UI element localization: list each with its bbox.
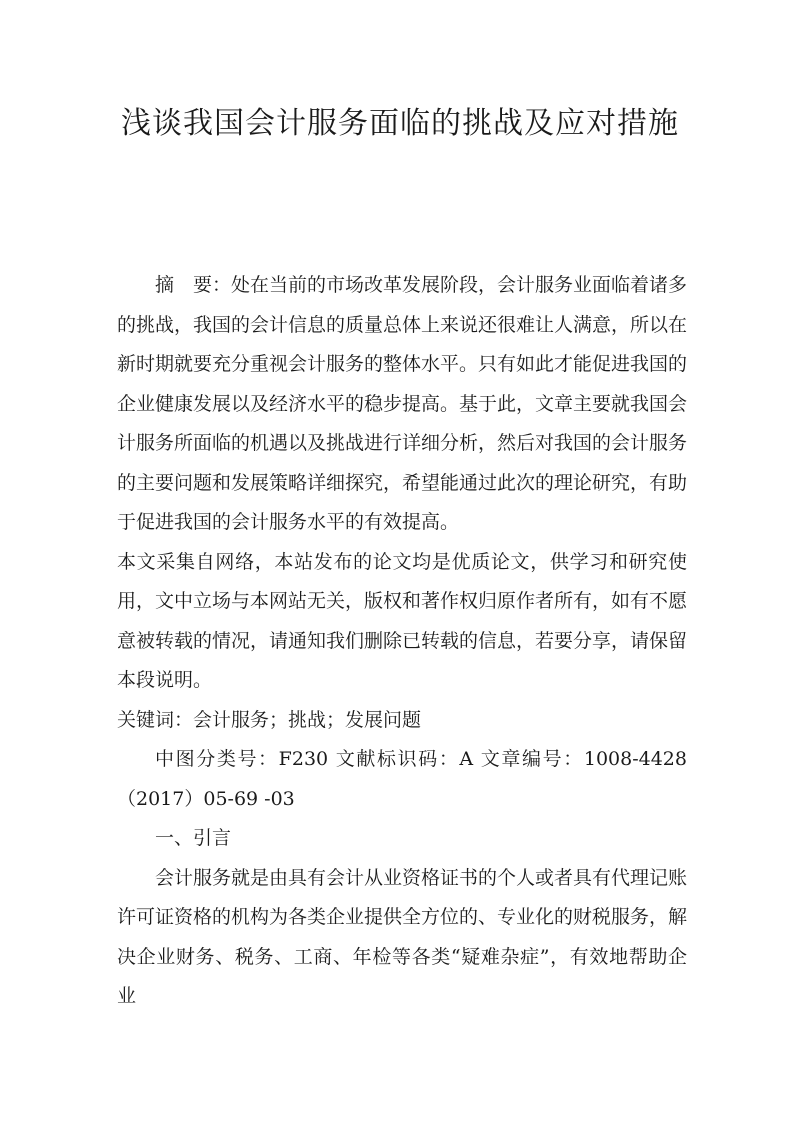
document-body — [117, 266, 687, 1017]
document-title: 浅谈我国会计服务面临的挑战及应对措施 — [121, 106, 679, 141]
section-heading: 一、引言 — [155, 827, 232, 849]
abstract-paragraph: 摘 要：处在当前的市场改革发展阶段，会计服务业面临着诸多的挑战，我国的会计信息的质量总体上来说还很难让人满意，所以在新时期就要充分重视会计服务的整体水平。只有如此才能促进我国的企业健康发展以及经济水平的稳步提高。基于此，文章主要就我国会计服务所面临的机遇以及挑战进行详细分析，然后对我国的会计服务的主要问题和发展策略详细探究，希望能通过此次的理论研究，有助于促进我国的会计服务水平的有效提高。 — [117, 274, 688, 533]
keywords-line: 关键词：会计服务；挑战；发展问题 — [117, 708, 422, 731]
notice-paragraph: 本文采集自网络，本站发布的论文均是优质论文，供学习和研究使用，文中立场与本网站无关，版权和著作权归原作者所有，如有不愿意被转载的情况，请通知我们删除已转载的信息，若要分享，请保留本段说明。 — [117, 550, 688, 691]
classification-line: 中图分类号：F230 文献标识码：A 文章编号：1008-4428（2017）05-69 -03 — [117, 748, 687, 810]
intro-paragraph: 会计服务就是由具有会计从业资格证书的个人或者具有代理记账许可证资格的机构为各类企业提供全方位的、专业化的财税服务，解决企业财务、税务、工商、年检等各类“疑难杂症”，有效地帮助企业 — [117, 866, 688, 1007]
